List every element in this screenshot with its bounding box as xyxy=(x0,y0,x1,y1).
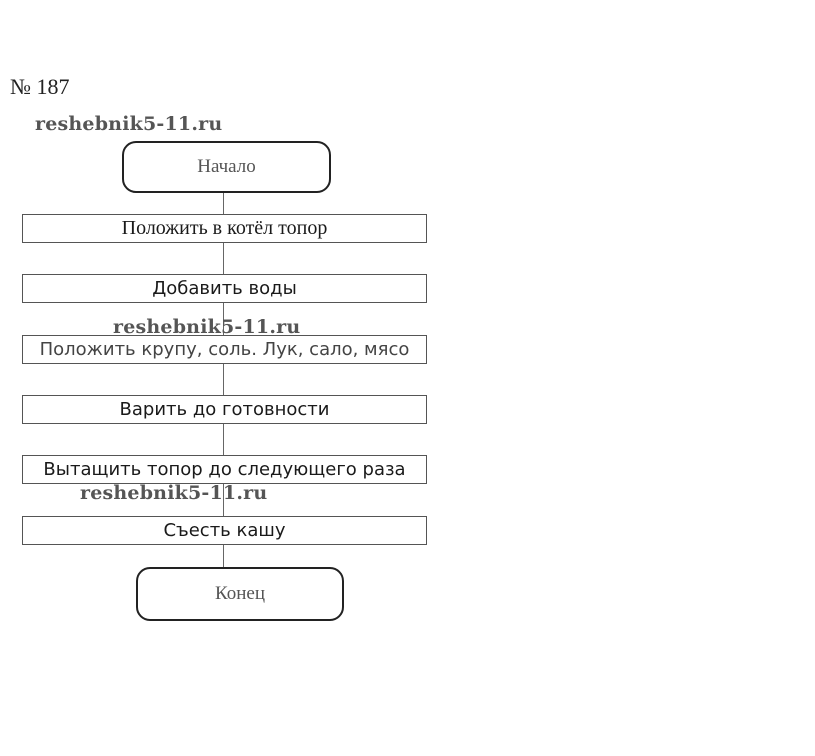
flowchart-end-terminal: Конец xyxy=(136,567,344,621)
watermark-text: reshebnik5-11.ru xyxy=(80,482,268,504)
connector-step3-step4 xyxy=(223,364,224,395)
flowchart-step-4: Варить до готовности xyxy=(22,395,427,424)
flowchart-step-2: Добавить воды xyxy=(22,274,427,303)
connector-step6-end xyxy=(223,545,224,567)
flowchart-start-terminal: Начало xyxy=(122,141,331,193)
watermark-text: reshebnik5-11.ru xyxy=(35,113,223,135)
connector-step1-step2 xyxy=(223,243,224,274)
connector-step4-step5 xyxy=(223,424,224,455)
flowchart-step-5: Вытащить топор до следующего раза xyxy=(22,455,427,484)
flowchart-step-3: Положить крупу, соль. Лук, сало, мясо xyxy=(22,335,427,364)
watermark-text: reshebnik5-11.ru xyxy=(113,316,301,338)
flowchart-step-1: Положить в котёл топор xyxy=(22,214,427,243)
connector-start-step1 xyxy=(223,193,224,214)
flowchart-step-6: Съесть кашу xyxy=(22,516,427,545)
task-number: № 187 xyxy=(10,74,70,99)
